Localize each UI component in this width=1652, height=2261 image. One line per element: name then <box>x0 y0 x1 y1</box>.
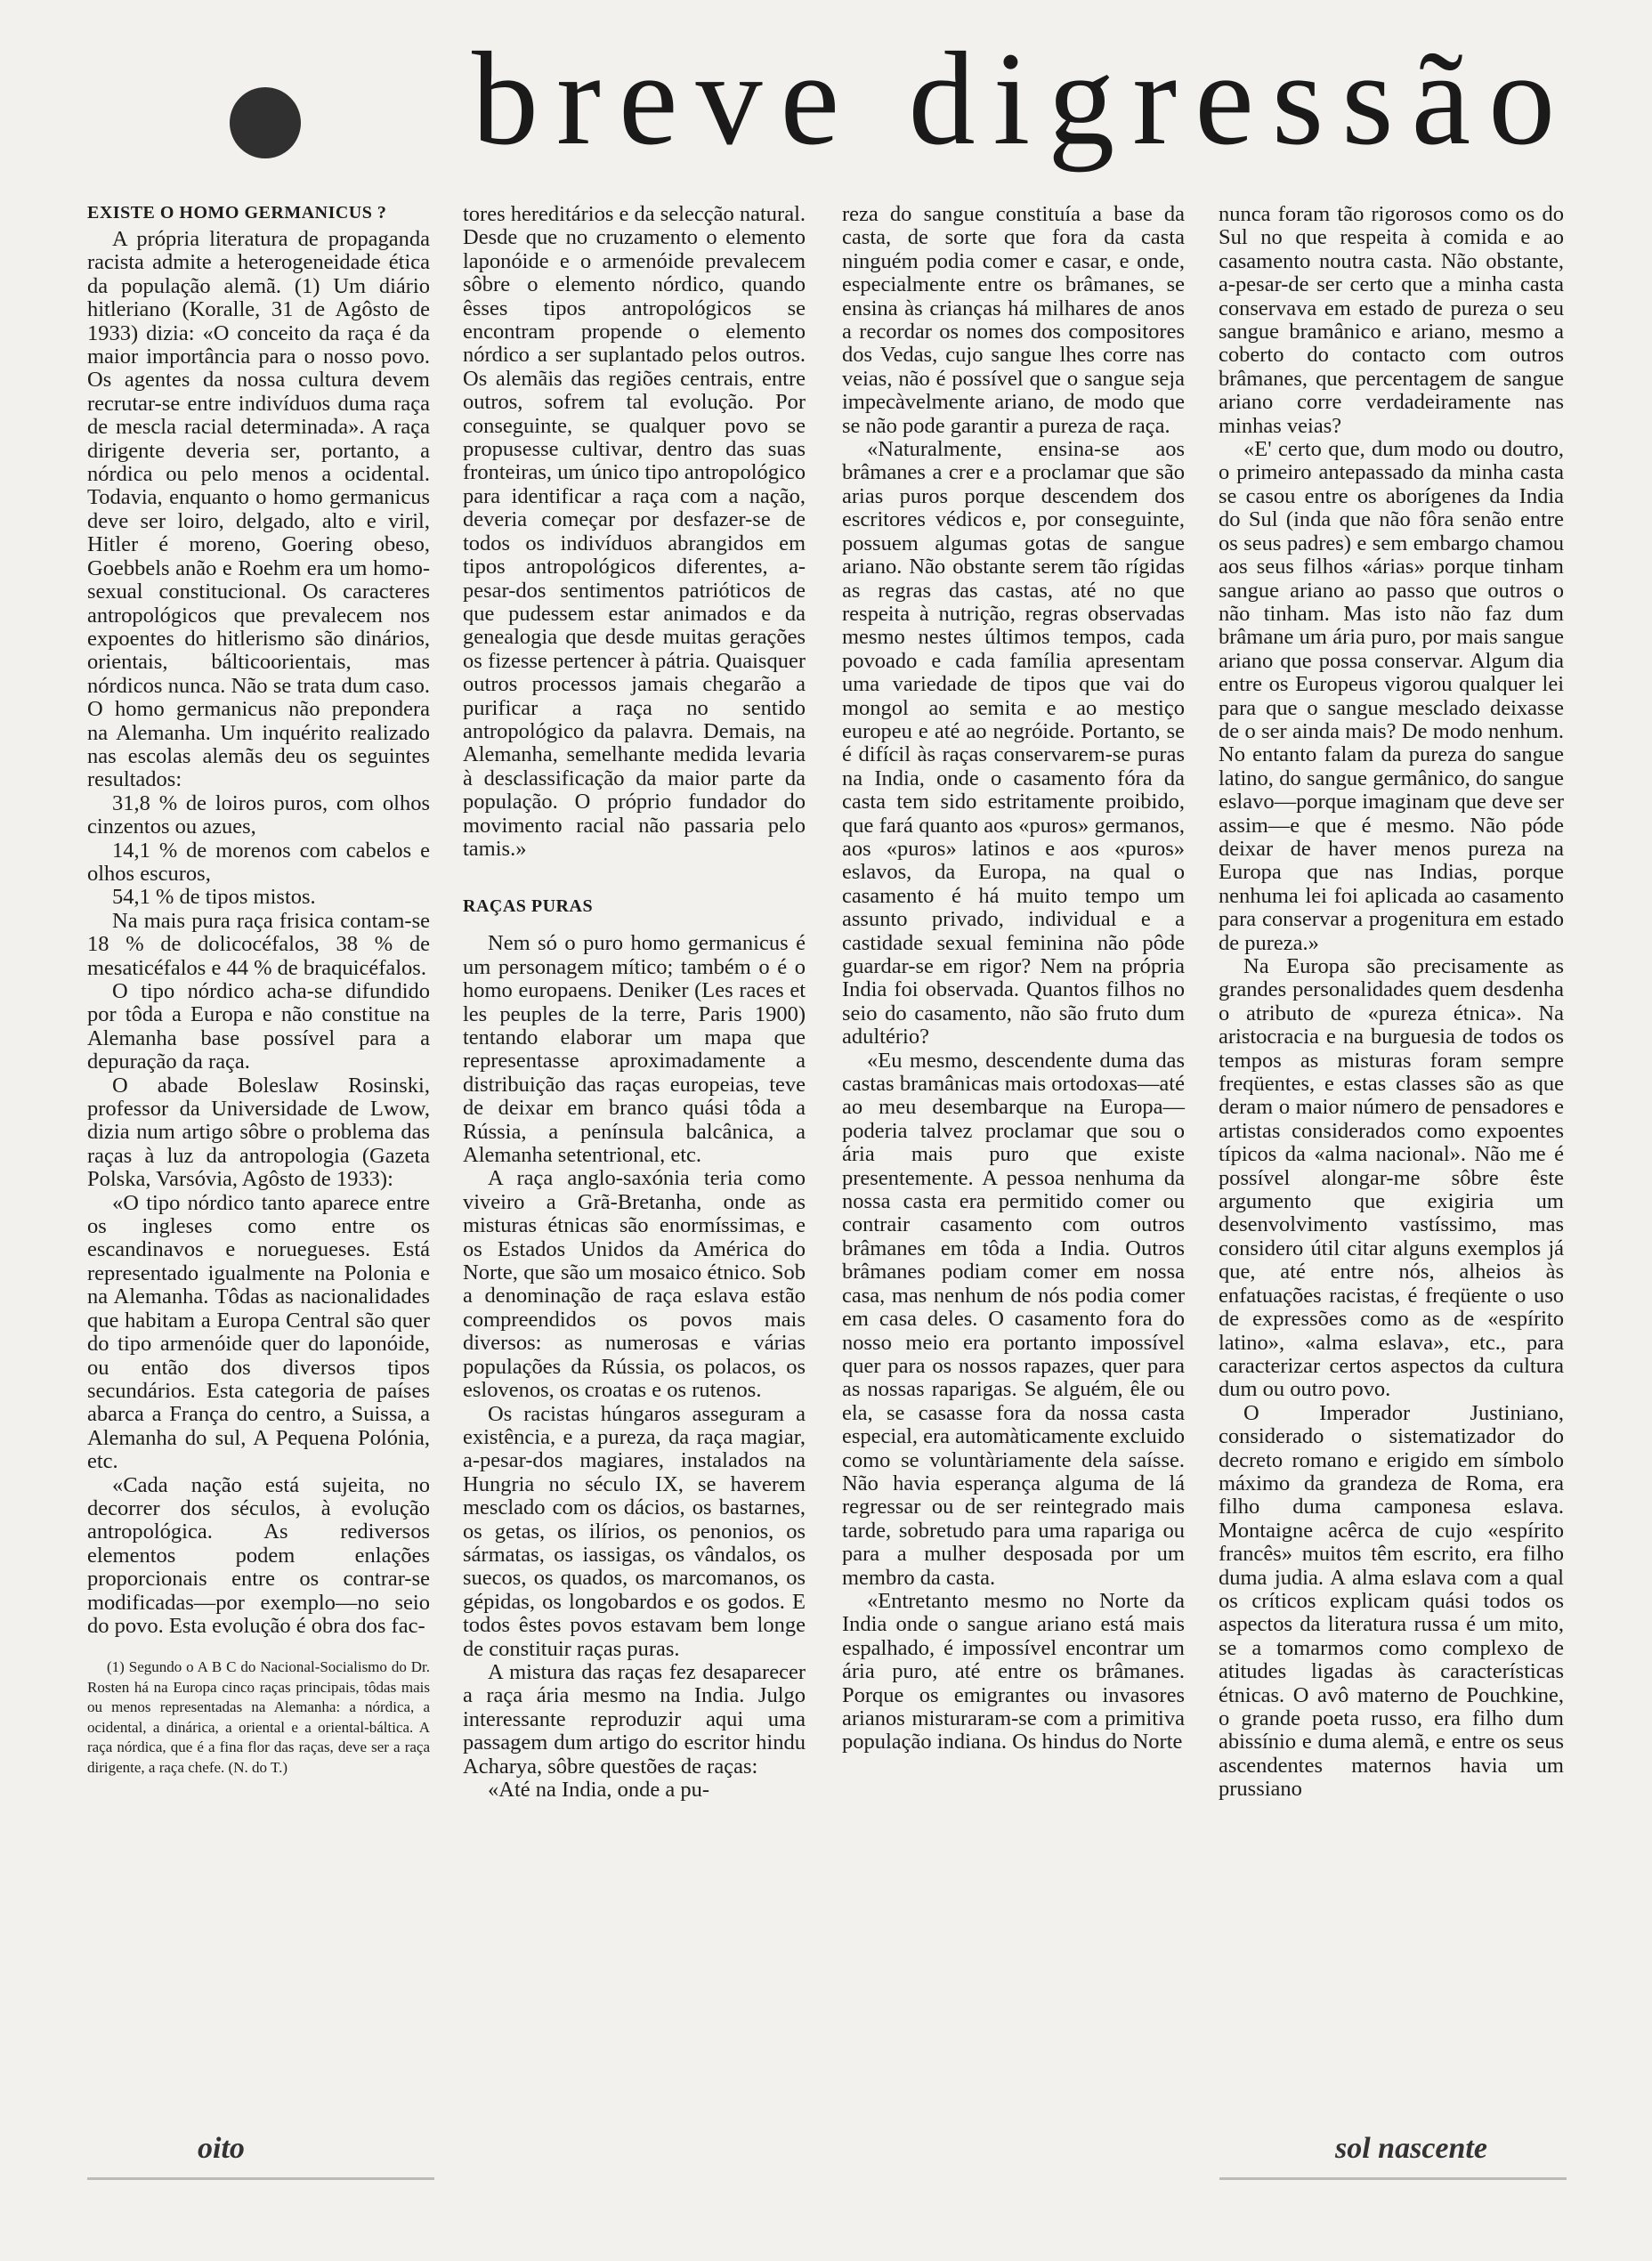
folio-rule <box>87 2177 434 2180</box>
column-4 <box>1219 203 1564 1802</box>
footnote <box>87 1657 430 1778</box>
paragraph: Na Europa são precisamente as grandes personalidades quem desdenha o atributo de «pureza étnica». Na aristocracia e na burguesia de todos os tempos as misturas foram sempre freqüentes, e estas classes são as que deram o maior número de pensadores e artistas considerados como expoentes típicos da «alma nacional». Não me é possível alongar-me sôbre êste argumento que exigiria um desenvolvimento vastíssimo, mas considero útil citar alguns exemplos já que, até entre nós, alheios às enfatuações racistas, é freqüente o uso de expressões como as de «espírito latino», «alma eslava», etc., para caracterizar certos aspectos da cultura dum ou outro povo. <box>1219 954 1564 1402</box>
paragraph: A própria literatura de propaganda racista admite a heterogeneidade ética da população alemã. (1) Um diário hitleriano (Koralle, 31 de Agôsto de 1933) dizia: «O conceito da raça é da maior importância para o nosso povo. Os agentes da nossa cultura devem recrutar-se entre indivíduos duma raça de mescla racial determinada». A raça dirigente deveria ser, portanto, a nórdica ou pelo menos a ocidental. Todavia, enquanto o homo germanicus deve ser loiro, delgado, alto e viril, Hitler é moreno, Goering obeso, Goebbels anão e Roehm era um homo-sexual constitucional. Os caracteres antropológicos que prevalecem nos expoentes do hitlerismo são dinários, orientais, bálticoorientais, mas nórdicos nunca. Não se trata dum caso. O homo germanicus não prepondera na Alemanha. Um inquérito realizado nas escolas alemãs deu os seguintes resultados: <box>87 227 430 792</box>
paragraph: «Entretanto mesmo no Norte da India onde o sangue ariano está mais espalhado, é impossível encontrar um ária puro, até entre os brâmanes. Porque os emigrantes ou invasores arianos misturaram-se com a primitiva população indiana. Os hindus do Norte <box>842 1588 1185 1755</box>
folio-rule <box>1219 2177 1567 2180</box>
paragraph: reza do sangue constituía a base da casta, de sorte que fora da casta ninguém podia comer e casar, e onde, especialmente entre os brâmanes, se ensina às crianças há milhares de anos a recordar os nomes dos compositores dos Vedas, cujo sangue lhes corre nas veias, não é possível que o sangue seja impecàvelmente ariano, de modo que se não pode garantir a pureza de raça. <box>842 202 1185 438</box>
paragraph: «Até na India, onde a pu- <box>488 1778 709 1802</box>
footnote-text: (1) Segundo o A B C do Nacional-Socialismo do Dr. Rosten há na Europa cinco raças principais, tôdas mais ou menos representadas na Alemanha: a nórdica, a ocidental, a dinárica, a oriental e a oriental-báltica. A raça nórdica, que é a fina flor das raças, deve ser a raça dirigente, a raça chefe. (N. do T.) <box>87 1658 430 1776</box>
column-1 <box>87 203 430 1778</box>
paragraph: 31,8 % de loiros puros, com olhos cinzentos ou azues, <box>87 790 430 839</box>
paragraph: Os racistas húngaros asseguram a existência, e a pureza, da raça magiar, a-pesar-dos magiares, instalados na Hungria no século IX, se haverem mesclado com os dácios, os bastarnes, os getas, os ilírios, os penonios, os sármatas, os iassigas, os vândalos, os suecos, os quados, os marcomanos, os gépidas, os longobardos e os godos. E todos êstes povos estavam bem longe de constituir raças puras. <box>463 1401 806 1661</box>
paragraph: Na mais pura raça frisica contam-se 18 % de dolicocéfalos, 38 % de mesaticéfalos e 44 % de braquicéfalos. <box>87 908 430 980</box>
page-folio: oito <box>198 2132 245 2165</box>
paragraph: tores hereditários e da selecção natural. Desde que no cruzamento o elemento laponóide e o armenóide prevalecem sôbre o elemento nórdico, quando êsses tipos antropológicos se encontram propende o elemento nórdico a ser suplantado pelos outros. Os alemãis das regiões centrais, entre outros, sofrem tal evolução. Por conseguinte, se qualquer povo se propusesse cultivar, dentro das suas fronteiras, um único tipo antropológico para identificar a raça com a nação, deveria começar por desfazer-se de todos os indivíduos abrangidos em tipos antropológicos diferentes, a-pesar-dos sentimentos patrióticos de que pudessem estar animados e da genealogia que desde muitas gerações os fizesse pertencer à pátria. Quaisquer outros processos jamais chegarão a purificar a raça no sentido antropológico da palavra. Demais, na Alemanha, semelhante medida levaria à desclassificação da maior parte da população. O próprio fundador do movimento racial não passaria pelo tamis.» <box>463 202 806 861</box>
paragraph: 14,1 % de morenos com cabelos e olhos escuros, <box>87 838 430 886</box>
section-heading: RAÇAS PURAS <box>463 896 594 917</box>
paragraph: Nem só o puro homo germanicus é um personagem mítico; também o é o homo europaens. Deniker (Les races et les peuples de la terre, Paris 1900) tentando elaborar um mapa que representasse aproximadamente a distribuição das raças europeias, teve de deixar em branco quási tôda a Rússia, a península balcânica, a Alemanha setentrional, etc. <box>463 931 806 1168</box>
paragraph: O abade Boleslaw Rosinski, professor da Universidade de Lwow, dizia num artigo sôbre o problema das raças à luz da antropologia (Gazeta Polska, Varsóvia, Agôsto de 1933): <box>87 1073 430 1192</box>
paragraph: A mistura das raças fez desaparecer a raça ária mesmo na India. Julgo interessante reproduzir aqui uma passagem dum artigo do escritor hindu Acharya, sôbre questões de raças: <box>463 1659 806 1779</box>
title-bullet <box>230 87 301 158</box>
section-heading: EXISTE O HOMO GERMANICUS ? <box>87 203 387 223</box>
paragraph: «Eu mesmo, descendente duma das castas bramânicas mais ortodoxas—até ao meu desembarque na Europa—poderia talvez proclamar que sou o ária mais puro que existe presentemente. A pessoa nenhuma da nossa casta era permitido comer ou contrair casamento com outros brâmanes em tôda a India. Outros brâmanes podiam comer em nossa casa, mas nenhum de nós podia comer em casa deles. O casamento fora do nosso meio era portanto impossível quer para os nossos rapazes, quer para as nossas raparigas. Se alguém, êle ou ela, se casasse fora da nossa casta especial, era automàticamente excluido como se voluntàriamente dela saísse. Não havia esperança alguma de lá regressar ou de ser reintegrado mais tarde, sobretudo para uma rapariga ou para a mulher desposada por um membro da casta. <box>842 1048 1186 1590</box>
paragraph: nunca foram tão rigorosos como os do Sul no que respeita à comida e ao casamento noutra casta. Não obstante, a-pesar-de ser certo que a minha casta conservava em estado de pureza o seu sangue bramânico e ariano, mesmo a coberto do contacto com outros brâmanes, que percentagem de sangue ariano corre verdadeiramente nas minhas veias? <box>1219 202 1564 438</box>
paragraph: O tipo nórdico acha-se difundido por tôda a Europa e não constitue na Alemanha base possível para a depuração da raça. <box>87 979 430 1074</box>
paragraph: «Naturalmente, ensina-se aos brâmanes a crer e a proclamar que são arias puros porque descendem dos escritores védicos e, por conseguinte, possuem algumas gotas de sangue ariano. Não obstante serem tão rígidas as regras das castas, até no que respeita à nutrição, regras observadas mesmo nestes últimos tempos, cada povoado e cada família apresentam uma variedade de tipos que vai do mongol ao semita e ao mestiço europeu e até ao negróide. Portanto, se é difícil às raças conservarem-se puras na India, onde o casamento fóra da casta tem sido estritamente proibido, que fará quanto aos «puros» germanos, aos «puros» latinos e aos «puros» eslavos, da Europa, na qual o casamento é há muito tempo um assunto privado, individual e a castidade sexual feminina não pôde guardar-se em rigor? Nem na própria India foi observada. Quantos filhos no seio do casamento, não são fruto dum adultério? <box>842 437 1185 1049</box>
paragraph: 54,1 % de tipos mistos. <box>112 885 316 910</box>
article-title: breve digressão <box>472 25 1574 173</box>
paragraph: «O tipo nórdico tanto aparece entre os ingleses como entre os escandinavos e noruegueses. Está representado igualmente na Polonia e na Alemanha. Tôdas as nacionalidades que habitam a Europa Central são quer do tipo armenóide quer do laponóide, ou então dos diversos tipos secundários. Esta categoria de países abarca a França do centro, a Suissa, a Alemanha do sul, A Pequena Polónia, etc. <box>87 1190 430 1474</box>
column-3 <box>842 203 1185 1755</box>
column-2 <box>463 203 806 1802</box>
paragraph: A raça anglo-saxónia teria como viveiro a Grã-Bretanha, onde as misturas étnicas são enormíssimas, e os Estados Unidos da América do Norte, que são um mosaico étnico. Sob a denominação de raça eslava estão compreendidos os povos mais diversos: as numerosas e várias populações da Rússia, os polacos, os eslovenos, os croatas e os rutenos. <box>463 1166 806 1403</box>
publication-folio: sol nascente <box>1335 2132 1487 2165</box>
paragraph: «Cada nação está sujeita, no decorrer dos séculos, à evolução antropológica. As rediversos elementos podem enlações proporcionais entre os contrar-se modificadas—por exemplo—no seio do povo. Esta evolução é obra dos fac- <box>87 1472 430 1638</box>
paragraph: O Imperador Justiniano, considerado o sistematizador do decreto romano e erigido em símbolo máximo da grandeza de Roma, era filho duma camponesa eslava. Montaigne acêrca de cujo «espírito francês» muitos têm escrito, era filho duma judia. A alma eslava com a qual os críticos explicam quási todos os aspectos da literatura russa é um mito, se a tomarmos como complexo de atitudes ligadas às características étnicas. O avô materno de Pouchkine, o grande poeta russo, era filho dum abissínio e duma alemã, e entre os seus ascendentes maternos havia um prussiano <box>1219 1400 1564 1802</box>
paragraph: «E' certo que, dum modo ou doutro, o primeiro antepassado da minha casta se casou entre os aborígenes da India do Sul (inda que não fôra senão entre os seus padres) e sem embargo chamou aos seus filhos «árias» porque tinham sangue ariano ao passo que outros o não tinham. Mas isto não faz dum brâmane um ária puro, por mais sangue ariano que possa conservar. Algum dia entre os Europeus vigorou qualquer lei para que o sangue mesclado deixasse de o ser ainda mais? De modo nenhum. No entanto falam da pureza do sangue latino, do sangue germânico, do sangue eslavo—porque imaginam que deve ser assim—e que é mesmo. Não póde deixar de haver menos pureza na Europa que nas Indias, porque nenhuma lei foi aplicada ao casamento para conservar a progenitura em estado de pureza.» <box>1219 437 1564 955</box>
